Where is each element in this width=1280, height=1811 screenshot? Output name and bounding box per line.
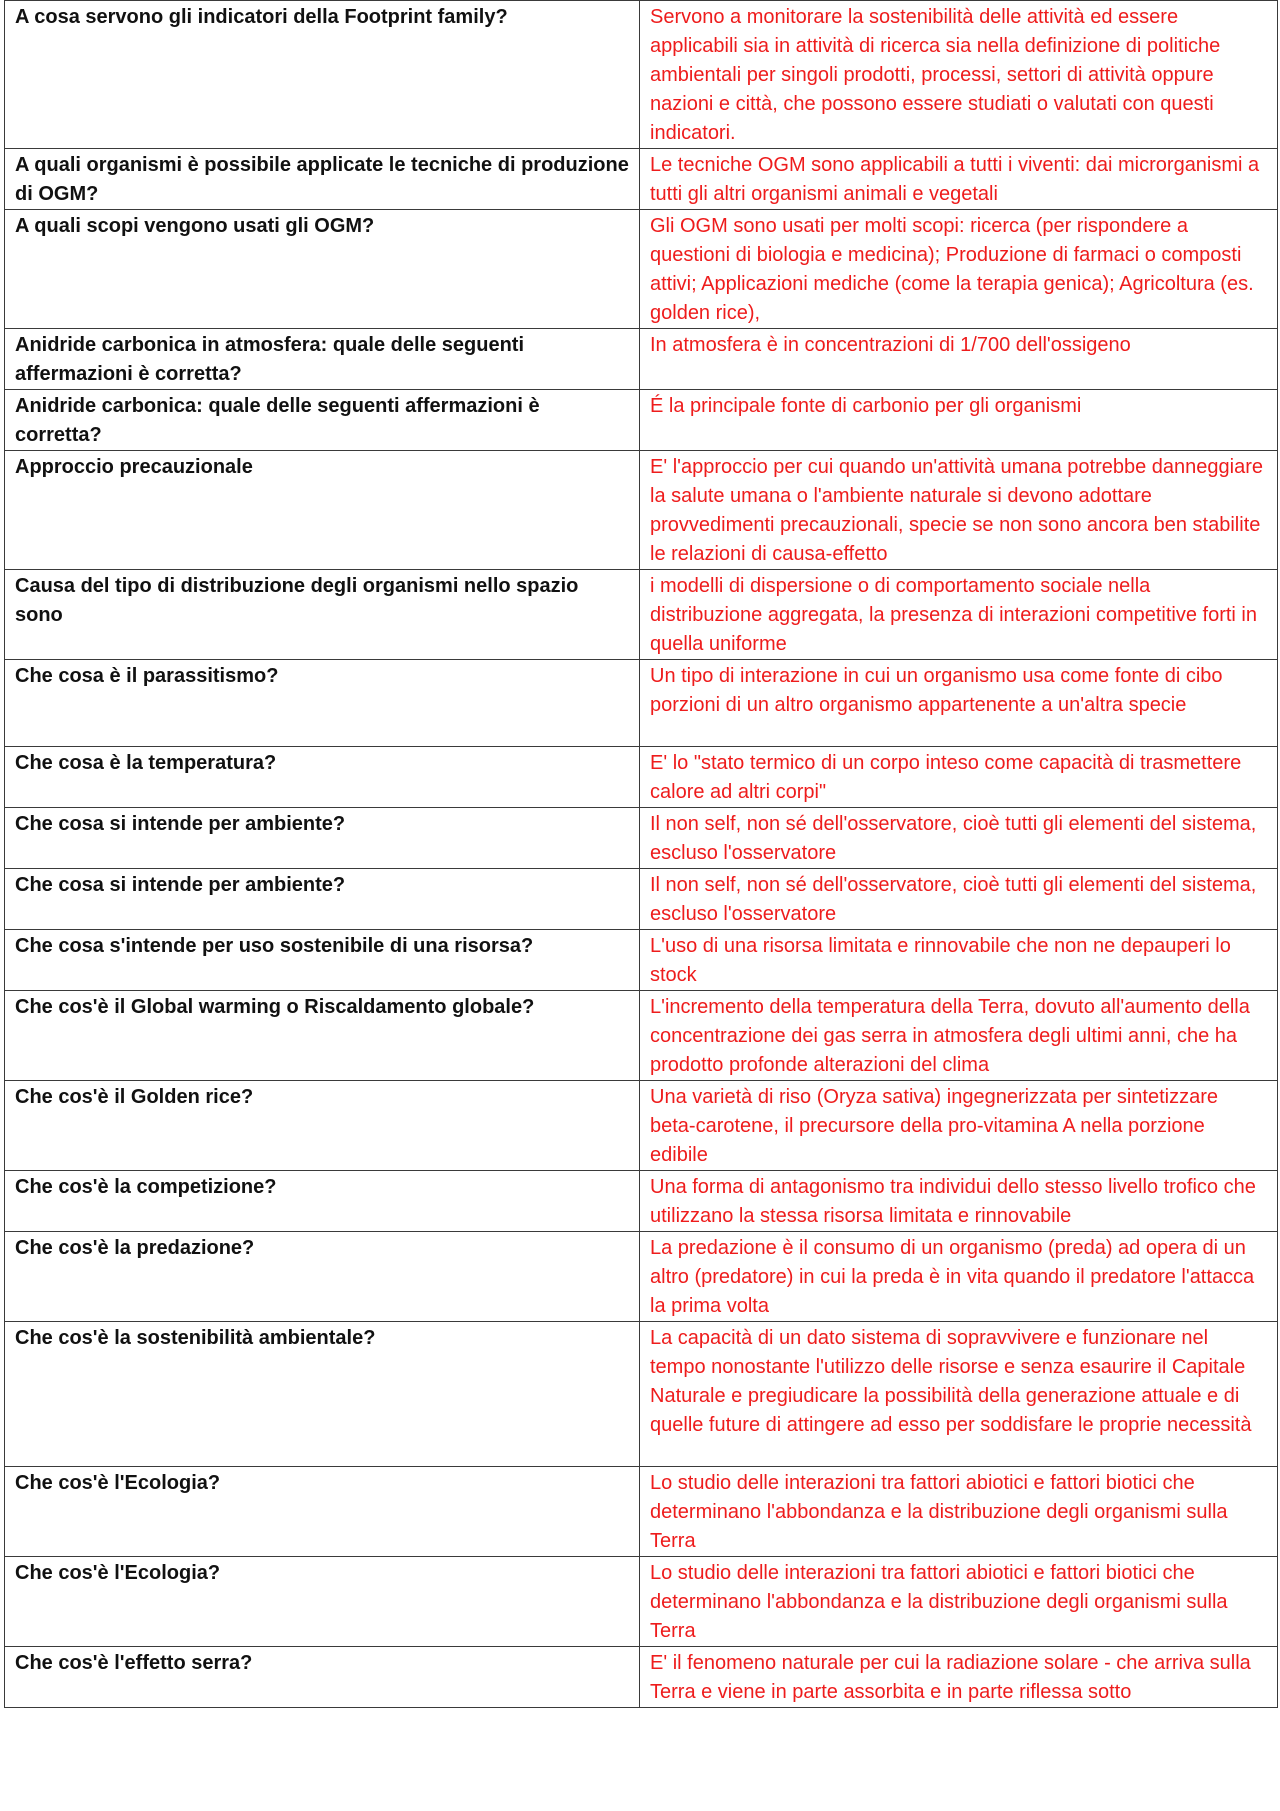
table-row — [5, 1232, 1278, 1322]
table-row — [5, 991, 1278, 1081]
question-cell: Che cos'è l'effetto serra? — [5, 1647, 640, 1708]
question-cell: Che cos'è la competizione? — [5, 1171, 640, 1232]
table-row — [5, 210, 1278, 329]
question-cell: Che cosa si intende per ambiente? — [5, 808, 640, 869]
table-row — [5, 451, 1278, 570]
answer-cell: In atmosfera è in concentrazioni di 1/700 dell'ossigeno — [640, 329, 1278, 390]
table-row — [5, 1467, 1278, 1557]
table-row — [5, 1557, 1278, 1647]
table-row — [5, 808, 1278, 869]
table-row — [5, 660, 1278, 747]
answer-cell: Servono a monitorare la sostenibilità delle attività ed essere applicabili sia in attività di ricerca sia nella definizione di politiche ambientali per singoli prodotti, processi, settori di attività oppure nazioni e città, che possono essere studiati o valutati con questi indicatori. — [640, 1, 1278, 149]
answer-cell: E' lo "stato termico di un corpo inteso come capacità di trasmettere calore ad altri corpi" — [640, 747, 1278, 808]
answer-cell: Gli OGM sono usati per molti scopi: ricerca (per rispondere a questioni di biologia e medicina); Produzione di farmaci o composti attivi; Applicazioni mediche (come la terapia genica); Agricoltura (es. golden rice), — [640, 210, 1278, 329]
answer-cell: É la principale fonte di carbonio per gli organismi — [640, 390, 1278, 451]
question-cell: Che cos'è il Global warming o Riscaldamento globale? — [5, 991, 640, 1081]
question-cell: A quali scopi vengono usati gli OGM? — [5, 210, 640, 329]
question-cell: Anidride carbonica in atmosfera: quale delle seguenti affermazioni è corretta? — [5, 329, 640, 390]
answer-cell: Il non self, non sé dell'osservatore, cioè tutti gli elementi del sistema, escluso l'osservatore — [640, 869, 1278, 930]
answer-cell: E' il fenomeno naturale per cui la radiazione solare - che arriva sulla Terra e viene in parte assorbita e in parte riflessa sotto — [640, 1647, 1278, 1708]
table-row — [5, 390, 1278, 451]
table-row — [5, 570, 1278, 660]
question-cell: Anidride carbonica: quale delle seguenti affermazioni è corretta? — [5, 390, 640, 451]
answer-cell: La predazione è il consumo di un organismo (preda) ad opera di un altro (predatore) in cui la preda è in vita quando il predatore l'attacca la prima volta — [640, 1232, 1278, 1322]
table-row — [5, 1171, 1278, 1232]
question-cell: Che cosa si intende per ambiente? — [5, 869, 640, 930]
question-cell: Che cosa è la temperatura? — [5, 747, 640, 808]
answer-cell: La capacità di un dato sistema di sopravvivere e funzionare nel tempo nonostante l'utilizzo delle risorse e senza esaurire il Capitale Naturale e pregiudicare la possibilità della generazione attuale e di quelle future di attingere ad esso per soddisfare le proprie necessità — [640, 1322, 1278, 1467]
answer-cell: Lo studio delle interazioni tra fattori abiotici e fattori biotici che determinano l'abbondanza e la distribuzione degli organismi sulla Terra — [640, 1467, 1278, 1557]
question-cell: A cosa servono gli indicatori della Footprint family? — [5, 1, 640, 149]
question-cell: Che cosa s'intende per uso sostenibile di una risorsa? — [5, 930, 640, 991]
answer-cell: Le tecniche OGM sono applicabili a tutti i viventi: dai microrganismi a tutti gli altri organismi animali e vegetali — [640, 149, 1278, 210]
answer-cell: Una forma di antagonismo tra individui dello stesso livello trofico che utilizzano la stessa risorsa limitata e rinnovabile — [640, 1171, 1278, 1232]
table-row — [5, 869, 1278, 930]
table-row — [5, 1081, 1278, 1171]
answer-cell: L'uso di una risorsa limitata e rinnovabile che non ne depauperi lo stock — [640, 930, 1278, 991]
answer-cell: Il non self, non sé dell'osservatore, cioè tutti gli elementi del sistema, escluso l'osservatore — [640, 808, 1278, 869]
document-page — [4, 0, 1280, 1708]
answer-cell: Lo studio delle interazioni tra fattori abiotici e fattori biotici che determinano l'abbondanza e la distribuzione degli organismi sulla Terra — [640, 1557, 1278, 1647]
question-cell: Che cos'è la sostenibilità ambientale? — [5, 1322, 640, 1467]
question-cell: Che cos'è l'Ecologia? — [5, 1557, 640, 1647]
table-row — [5, 329, 1278, 390]
question-cell: Approccio precauzionale — [5, 451, 640, 570]
answer-cell: E' l'approccio per cui quando un'attività umana potrebbe danneggiare la salute umana o l'ambiente naturale si devono adottare provvedimenti precauzionali, specie se non sono ancora ben stabilite le relazioni di causa-effetto — [640, 451, 1278, 570]
question-cell: Che cos'è la predazione? — [5, 1232, 640, 1322]
table-row — [5, 930, 1278, 991]
answer-cell: L'incremento della temperatura della Terra, dovuto all'aumento della concentrazione dei gas serra in atmosfera degli ultimi anni, che ha prodotto profonde alterazioni del clima — [640, 991, 1278, 1081]
question-cell: Che cos'è il Golden rice? — [5, 1081, 640, 1171]
table-row — [5, 1, 1278, 149]
answer-cell: i modelli di dispersione o di comportamento sociale nella distribuzione aggregata, la presenza di interazioni competitive forti in quella uniforme — [640, 570, 1278, 660]
table-row — [5, 1647, 1278, 1708]
table-row — [5, 747, 1278, 808]
table-row — [5, 1322, 1278, 1467]
question-cell: Che cos'è l'Ecologia? — [5, 1467, 640, 1557]
qa-table — [4, 0, 1278, 1708]
question-cell: Causa del tipo di distribuzione degli organismi nello spazio sono — [5, 570, 640, 660]
answer-cell: Una varietà di riso (Oryza sativa) ingegnerizzata per sintetizzare beta-carotene, il precursore della pro-vitamina A nella porzione edibile — [640, 1081, 1278, 1171]
qa-table-body — [5, 1, 1278, 1708]
table-row — [5, 149, 1278, 210]
question-cell: Che cosa è il parassitismo? — [5, 660, 640, 747]
question-cell: A quali organismi è possibile applicate le tecniche di produzione di OGM? — [5, 149, 640, 210]
answer-cell: Un tipo di interazione in cui un organismo usa come fonte di cibo porzioni di un altro organismo appartenente a un'altra specie — [640, 660, 1278, 747]
